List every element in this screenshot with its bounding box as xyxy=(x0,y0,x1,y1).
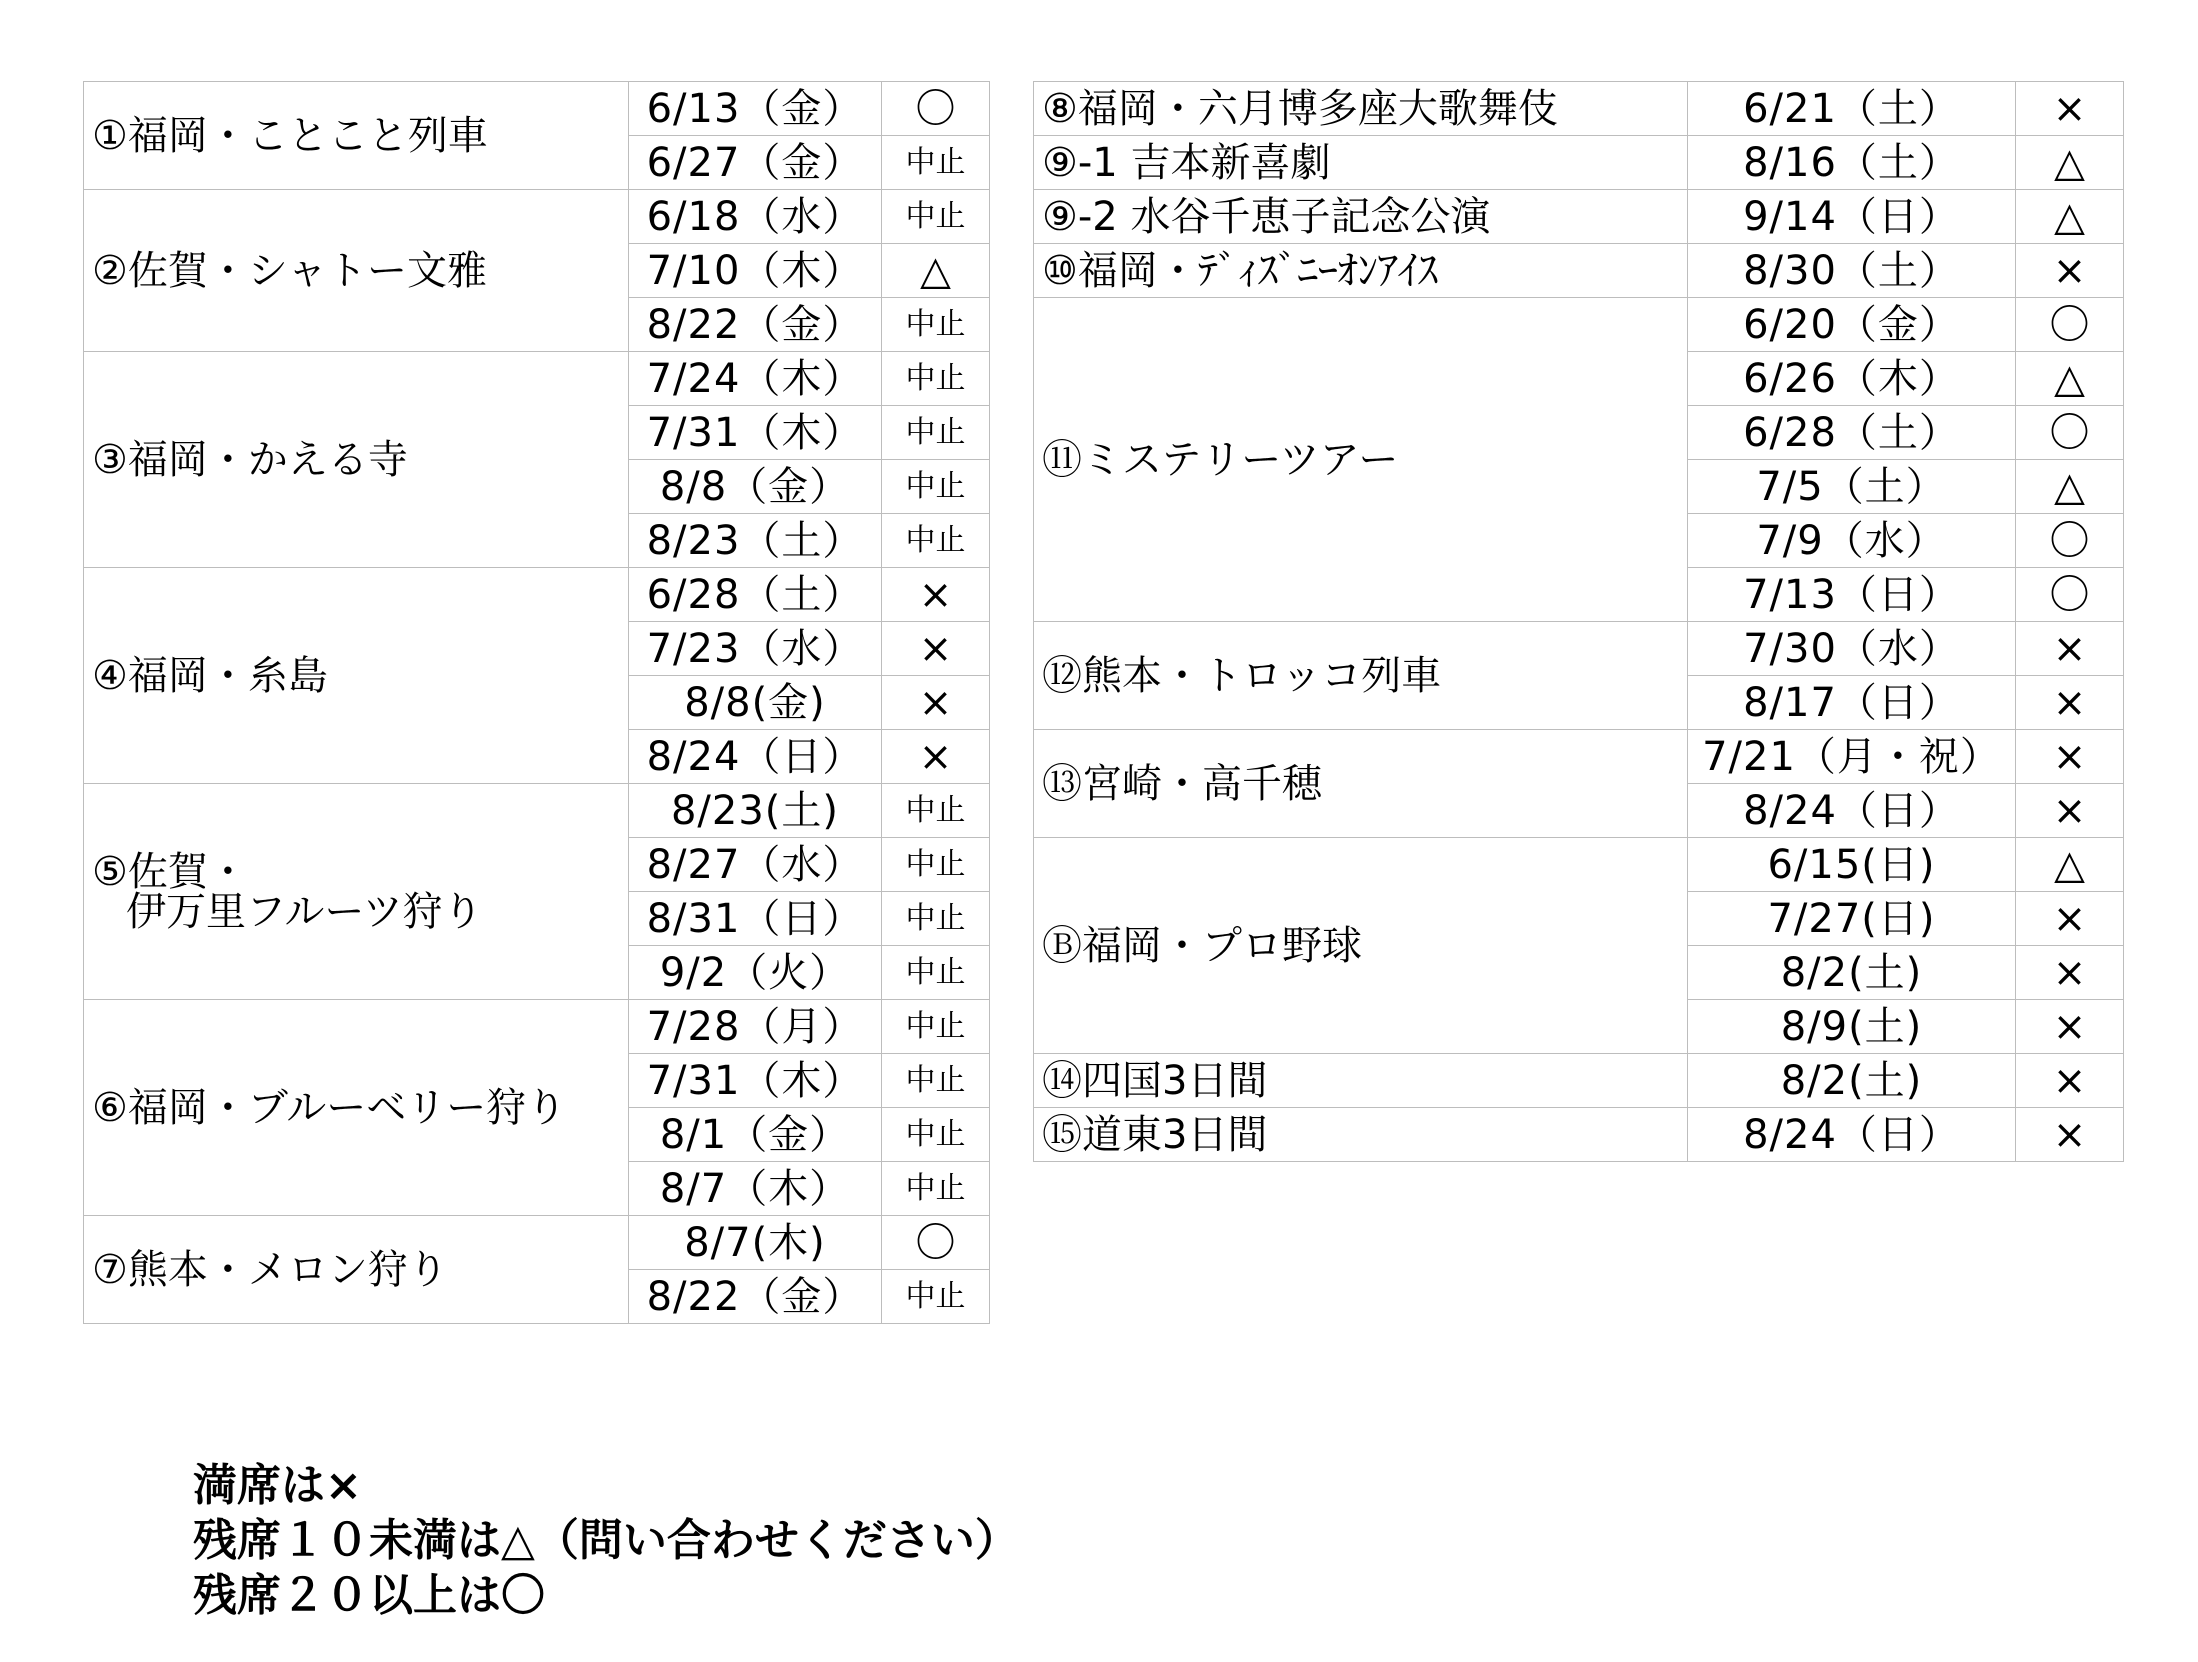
schedule-row xyxy=(84,568,990,622)
status-cell: △ xyxy=(2016,352,2124,406)
status-cell: 中止 xyxy=(882,1270,990,1324)
tour-name: ①福岡・ことこと列車 xyxy=(92,112,488,159)
tour-name-cell xyxy=(1034,190,1688,244)
status-legend xyxy=(193,1458,1019,1623)
tour-name-cell xyxy=(1034,244,1688,298)
status-cell: × xyxy=(2016,946,2124,1000)
status-cell: × xyxy=(2016,784,2124,838)
tour-name-cell xyxy=(1034,82,1688,136)
status-cell: × xyxy=(2016,1108,2124,1162)
status-cell: × xyxy=(882,622,990,676)
status-cell: 中止 xyxy=(882,136,990,190)
status-cell: 〇 xyxy=(2016,298,2124,352)
schedule-row xyxy=(1034,136,2124,190)
date-cell: 7/31（木） xyxy=(629,406,882,460)
status-cell: 中止 xyxy=(882,892,990,946)
tour-name: ⑥福岡・ブルーベリー狩り xyxy=(92,1084,567,1131)
date-cell: 8/23（土） xyxy=(629,514,882,568)
date-cell: 8/2(土) xyxy=(1688,946,2016,1000)
date-cell: 6/13（金） xyxy=(629,82,882,136)
date-cell: 8/22（金） xyxy=(629,1270,882,1324)
date-cell: 6/26（木） xyxy=(1688,352,2016,406)
tour-name-cell xyxy=(1034,1108,1688,1162)
legend-few-seats: 残席１０未満は△（問い合わせください） xyxy=(193,1515,1019,1566)
tour-name-cell xyxy=(84,190,629,352)
date-cell: 6/15(日) xyxy=(1688,838,2016,892)
tour-name: ⑪ミステリーツアー xyxy=(1042,436,1399,483)
tour-name: ⑧福岡・六月博多座大歌舞伎 xyxy=(1042,85,1558,132)
status-cell: 中止 xyxy=(882,784,990,838)
status-cell: 〇 xyxy=(2016,568,2124,622)
tour-name-cell xyxy=(84,784,629,1000)
date-cell: 6/28（土） xyxy=(629,568,882,622)
status-cell: 中止 xyxy=(882,352,990,406)
tour-name-cell xyxy=(1034,298,1688,622)
date-cell: 7/30（水） xyxy=(1688,622,2016,676)
tour-name-cell xyxy=(1034,136,1688,190)
tour-name-cell xyxy=(1034,730,1688,838)
status-cell: △ xyxy=(2016,460,2124,514)
date-cell: 7/5（土） xyxy=(1688,460,2016,514)
date-cell: 8/2(土) xyxy=(1688,1054,2016,1108)
date-cell: 8/24（日） xyxy=(1688,1108,2016,1162)
status-cell: × xyxy=(882,676,990,730)
date-cell: 7/31（木） xyxy=(629,1054,882,1108)
date-cell: 8/8(金) xyxy=(629,676,882,730)
status-cell: 中止 xyxy=(882,514,990,568)
schedule-row xyxy=(84,190,990,244)
date-cell: 8/31（日） xyxy=(629,892,882,946)
tour-name-cell xyxy=(84,1216,629,1324)
status-cell: △ xyxy=(2016,136,2124,190)
legend-many-seats: 残席２０以上は〇 xyxy=(193,1570,545,1621)
date-cell: 6/18（水） xyxy=(629,190,882,244)
status-cell: 中止 xyxy=(882,1108,990,1162)
date-cell: 7/21（月・祝） xyxy=(1688,730,2016,784)
date-cell: 7/24（木） xyxy=(629,352,882,406)
schedule-row xyxy=(84,352,990,406)
date-cell: 7/28（月） xyxy=(629,1000,882,1054)
date-cell: 7/10（木） xyxy=(629,244,882,298)
schedule-row xyxy=(1034,190,2124,244)
tour-name-cell xyxy=(1034,622,1688,730)
status-cell: 中止 xyxy=(882,190,990,244)
schedule-row xyxy=(84,1216,990,1270)
date-cell: 8/7（木） xyxy=(629,1162,882,1216)
status-cell: × xyxy=(2016,622,2124,676)
schedule-table-left xyxy=(83,81,990,1324)
schedule-row xyxy=(84,82,990,136)
status-cell: △ xyxy=(882,244,990,298)
status-cell: 〇 xyxy=(882,82,990,136)
date-cell: 8/16（土） xyxy=(1688,136,2016,190)
date-cell: 9/14（日） xyxy=(1688,190,2016,244)
date-cell: 8/22（金） xyxy=(629,298,882,352)
schedule-row xyxy=(1034,1054,2124,1108)
schedule-row xyxy=(84,1000,990,1054)
date-cell: 9/2（火） xyxy=(629,946,882,1000)
tour-name: ⑮道東3日間 xyxy=(1042,1111,1268,1158)
status-cell: × xyxy=(2016,82,2124,136)
status-cell: 〇 xyxy=(2016,514,2124,568)
tour-name: ③福岡・かえる寺 xyxy=(92,436,408,483)
schedule-row xyxy=(84,784,990,838)
status-cell: × xyxy=(2016,1000,2124,1054)
date-cell: 8/24（日） xyxy=(1688,784,2016,838)
schedule-row xyxy=(1034,82,2124,136)
tour-name: ⑨-2 水谷千恵子記念公演 xyxy=(1042,193,1491,240)
date-cell: 8/9(土) xyxy=(1688,1000,2016,1054)
date-cell: 7/27(日) xyxy=(1688,892,2016,946)
status-cell: 中止 xyxy=(882,1000,990,1054)
tour-name-cell xyxy=(84,82,629,190)
status-cell: × xyxy=(2016,892,2124,946)
tour-name: ⑩福岡・ﾃﾞｨｽﾞﾆｰｵﾝｱｲｽ xyxy=(1042,247,1438,294)
schedule-row xyxy=(1034,622,2124,676)
status-cell: × xyxy=(2016,730,2124,784)
date-cell: 8/23(土) xyxy=(629,784,882,838)
status-cell: 中止 xyxy=(882,946,990,1000)
schedule-row xyxy=(1034,838,2124,892)
schedule-row xyxy=(1034,298,2124,352)
tour-name: 伊万里フルーツ狩り xyxy=(126,888,483,935)
status-cell: 中止 xyxy=(882,298,990,352)
date-cell: 6/27（金） xyxy=(629,136,882,190)
status-cell: × xyxy=(2016,244,2124,298)
status-cell: 〇 xyxy=(2016,406,2124,460)
schedule-row xyxy=(1034,244,2124,298)
date-cell: 8/7(木) xyxy=(629,1216,882,1270)
tour-name-cell xyxy=(84,568,629,784)
tour-name-cell xyxy=(84,352,629,568)
schedule-row xyxy=(1034,730,2124,784)
tour-name-cell xyxy=(1034,838,1688,1054)
status-cell: × xyxy=(2016,1054,2124,1108)
date-cell: 6/28（土） xyxy=(1688,406,2016,460)
schedule-table-right xyxy=(1033,81,2124,1162)
tour-name: ②佐賀・シャトー文雅 xyxy=(92,247,488,294)
status-cell: 中止 xyxy=(882,1162,990,1216)
date-cell: 8/17（日） xyxy=(1688,676,2016,730)
date-cell: 7/23（水） xyxy=(629,622,882,676)
status-cell: × xyxy=(882,730,990,784)
tour-name: ⑭四国3日間 xyxy=(1042,1057,1268,1104)
status-cell: 中止 xyxy=(882,838,990,892)
tour-name: ④福岡・糸島 xyxy=(92,652,328,699)
status-cell: 中止 xyxy=(882,460,990,514)
status-cell: 〇 xyxy=(882,1216,990,1270)
tour-name-cell xyxy=(84,1000,629,1216)
status-cell: △ xyxy=(2016,190,2124,244)
status-cell: × xyxy=(882,568,990,622)
date-cell: 6/20（金） xyxy=(1688,298,2016,352)
date-cell: 7/9（水） xyxy=(1688,514,2016,568)
schedule-row xyxy=(1034,1108,2124,1162)
tour-name: ⑦熊本・メロン狩り xyxy=(92,1246,448,1293)
date-cell: 6/21（土） xyxy=(1688,82,2016,136)
status-cell: 中止 xyxy=(882,1054,990,1108)
tour-name: ⑬宮崎・高千穂 xyxy=(1042,760,1322,807)
date-cell: 8/24（日） xyxy=(629,730,882,784)
date-cell: 7/13（日） xyxy=(1688,568,2016,622)
status-cell: 中止 xyxy=(882,406,990,460)
tour-name: ⑨-1 吉本新喜劇 xyxy=(1042,139,1331,186)
date-cell: 8/30（土） xyxy=(1688,244,2016,298)
date-cell: 8/8（金） xyxy=(629,460,882,514)
date-cell: 8/27（水） xyxy=(629,838,882,892)
legend-full: 満席は× xyxy=(193,1460,362,1511)
status-cell: △ xyxy=(2016,838,2124,892)
tour-name: ⑫熊本・トロッコ列車 xyxy=(1042,652,1442,699)
tour-name: ⑤佐賀・ xyxy=(92,848,248,895)
tour-name-cell xyxy=(1034,1054,1688,1108)
status-cell: × xyxy=(2016,676,2124,730)
date-cell: 8/1（金） xyxy=(629,1108,882,1162)
tour-name: Ⓑ福岡・プロ野球 xyxy=(1042,922,1362,969)
